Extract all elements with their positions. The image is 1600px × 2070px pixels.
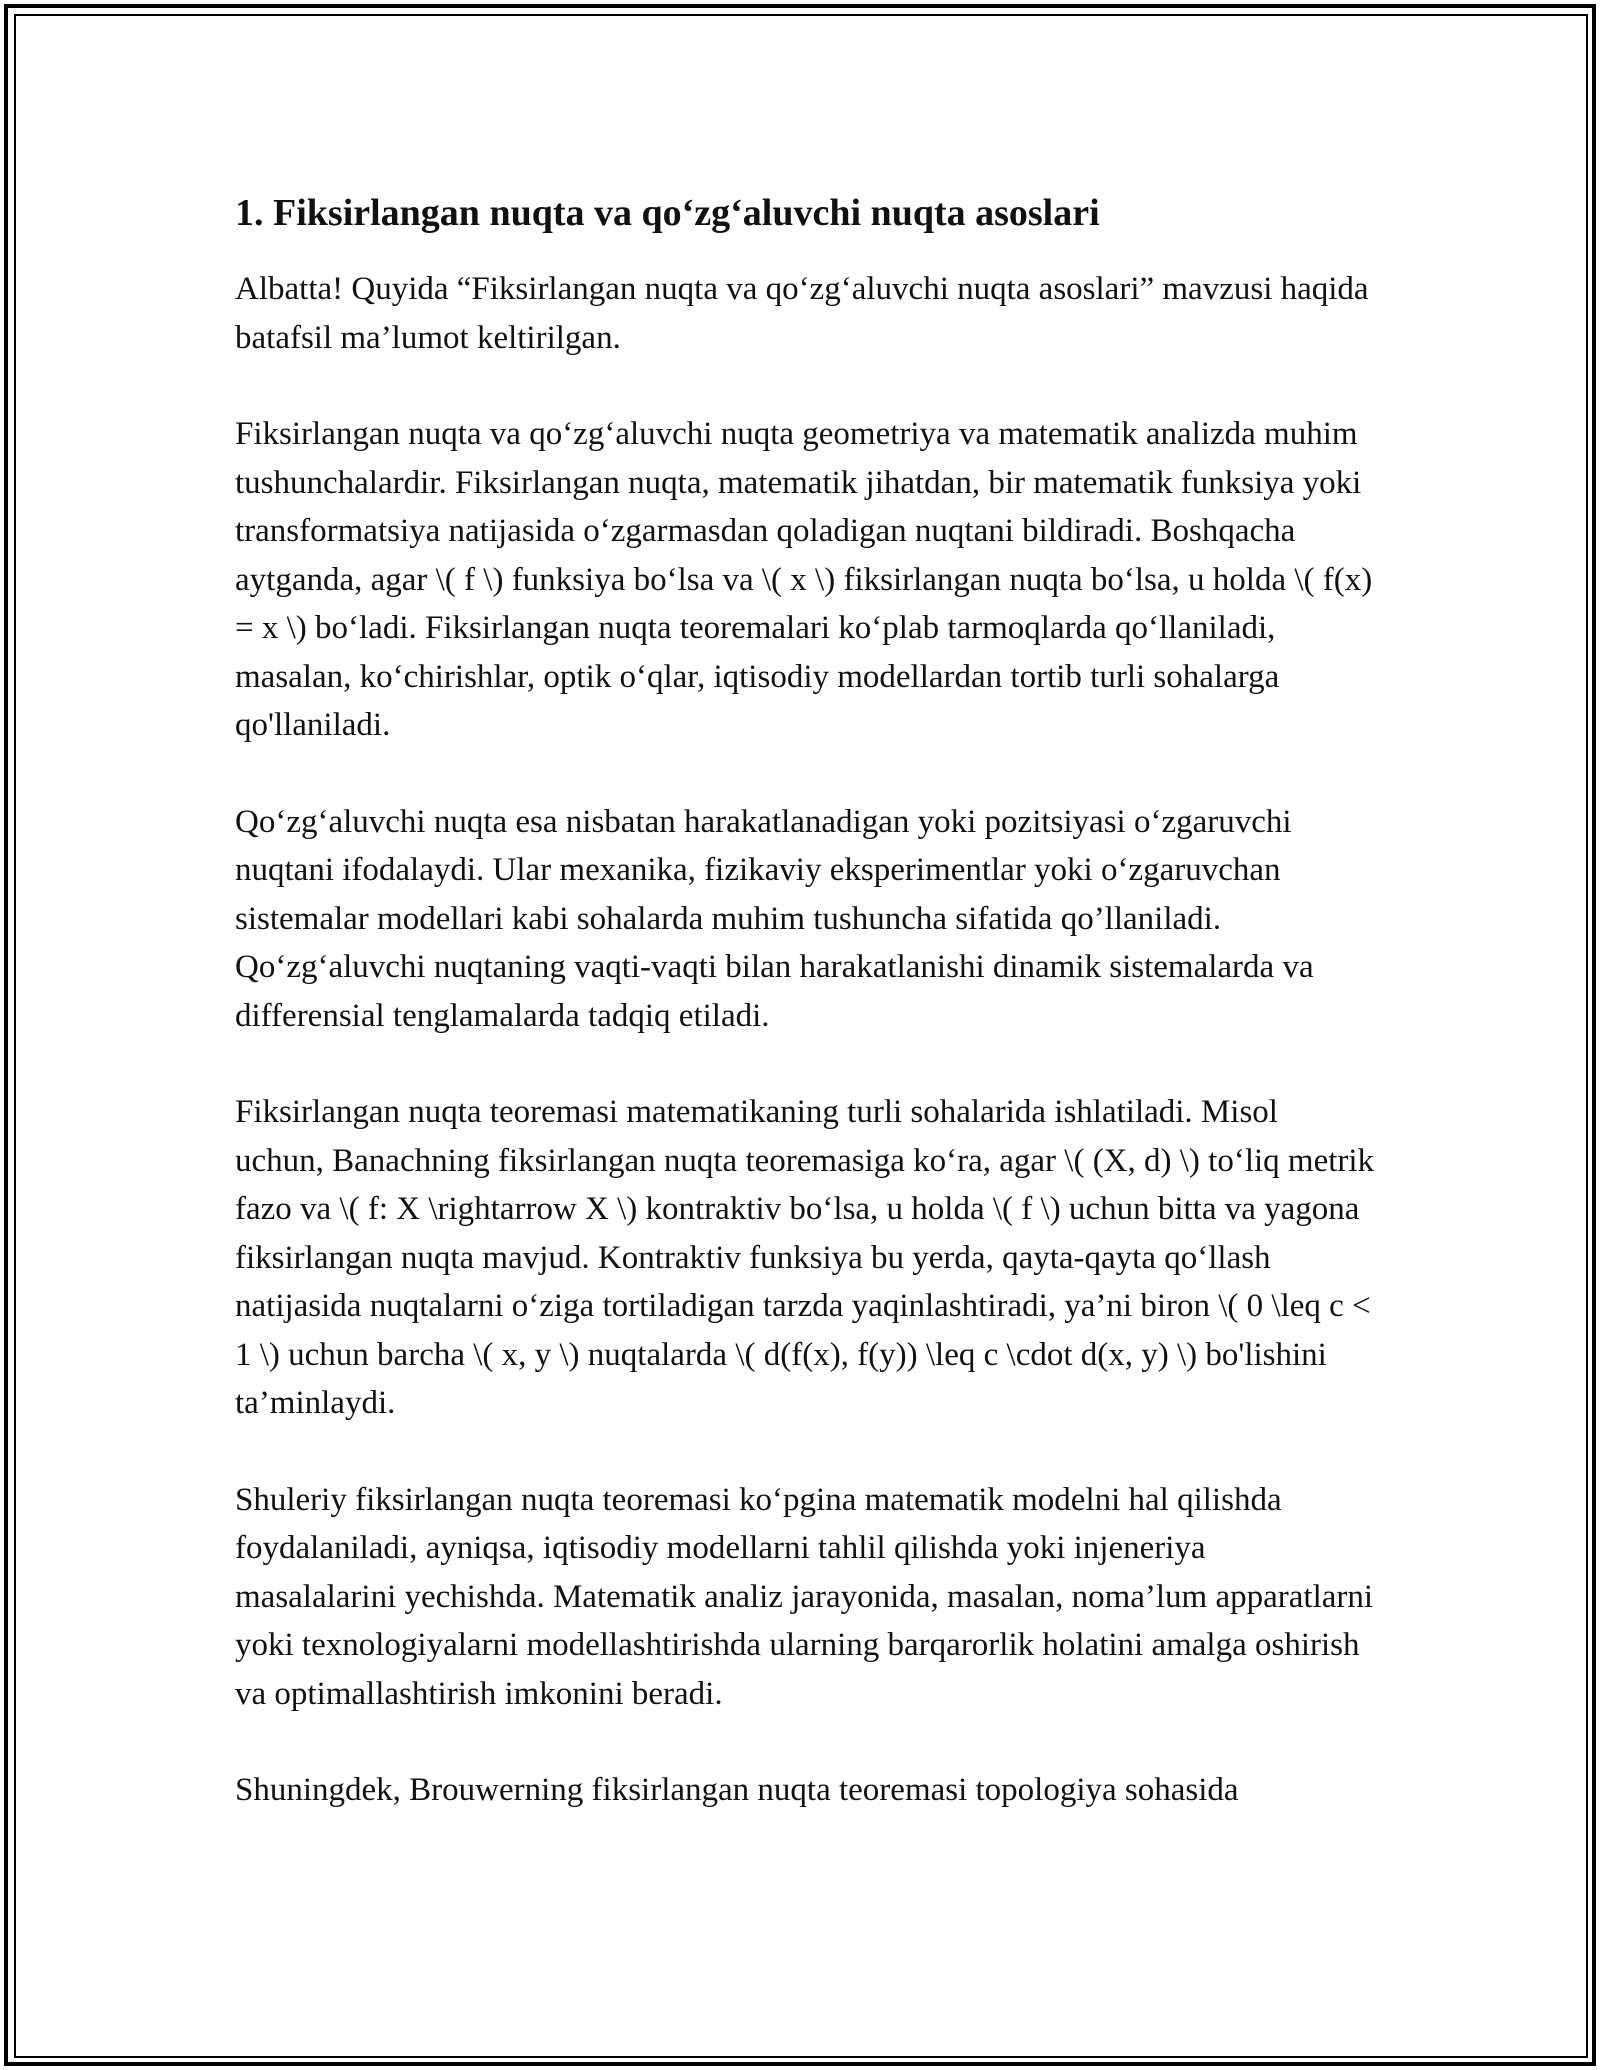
paragraph-brouwer-theorem: Shuningdek, Brouwerning fiksirlangan nuqta teoremasi topologiya sohasida: [235, 1772, 1239, 1808]
paragraph-schauder-theorem: Shuleriy fiksirlangan nuqta teoremasi ko‘pgina matematik modelni hal qilishda foydalaniladi, ayniqsa, iqtisodiy modellarni tahlil qilishda yoki injeneriya masalalarini yechishda. Matematik analiz jarayonida, masalan, noma’lum apparatlarni yoki texnologiyalarni modellashtirishda ularning barqarorlik holatini amalga oshirish va optimallashtirish imkonini beradi.: [235, 1481, 1374, 1712]
document-body: [235, 187, 1375, 1863]
paragraph-banach-theorem: Fiksirlangan nuqta teoremasi matematikaning turli sohalarida ishlatiladi. Misol uchun, Banachning fiksirlangan nuqta teoremasiga ko‘ra, agar \( (X, d) \) to‘liq metrik fazo va \( f: X \rightarrow X \) kontraktiv bo‘lsa, u holda \( f \) uchun bitta va yagona fiksirlangan nuqta mavjud. Kontraktiv funksiya bu yerda, qayta-qayta qo‘llash natijasida nuqtalarni o‘ziga tortiladigan tarzda yaqinlashtiradi, ya’ni biron \( 0 \leq c < 1 \) uchun barcha \( x, y \) nuqtalarda \( d(f(x), f(y)) \leq c \cdot d(x, y) \) bo'lishini ta’minlaydi.: [235, 1094, 1375, 1421]
paragraph-moving-point: Qo‘zg‘aluvchi nuqta esa nisbatan harakatlanadigan yoki pozitsiyasi o‘zgaruvchi nuqtani ifodalaydi. Ular mexanika, fizikaviy eksperimentlar yoki o‘zgaruvchan sistemalar modellari kabi sohalarda muhim tushuncha sifatida qo’llaniladi. Qo‘zg‘aluvchi nuqtaning vaqti-vaqti bilan harakatlanishi dinamik sistemalarda va differensial tenglamalarda tadqiq etiladi.: [235, 803, 1314, 1034]
section-heading: 1. Fiksirlangan nuqta va qo‘zg‘aluvchi nuqta asoslari: [235, 192, 1100, 234]
paragraph-fixed-point: Fiksirlangan nuqta va qo‘zg‘aluvchi nuqta geometriya va matematik analizda muhim tushunchalardir. Fiksirlangan nuqta, matematik jihatdan, bir matematik funksiya yoki transformatsiya natijasida o‘zgarmasdan qoladigan nuqtani bildiradi. Boshqacha aytganda, agar \( f \) funksiya bo‘lsa va \( x \) fiksirlangan nuqta bo‘lsa, u holda \( f(x) = x \) bo‘ladi. Fiksirlangan nuqta teoremalari ko‘plab tarmoqlarda qo‘llaniladi, masalan, ko‘chirishlar, optik o‘qlar, iqtisodiy modellardan tortib turli sohalarga qo'llaniladi.: [235, 416, 1373, 743]
paragraph-intro: Albatta! Quyida “Fiksirlangan nuqta va qo‘zg‘aluvchi nuqta asoslari” mavzusi haqida batafsil ma’lumot keltirilgan.: [235, 271, 1369, 356]
